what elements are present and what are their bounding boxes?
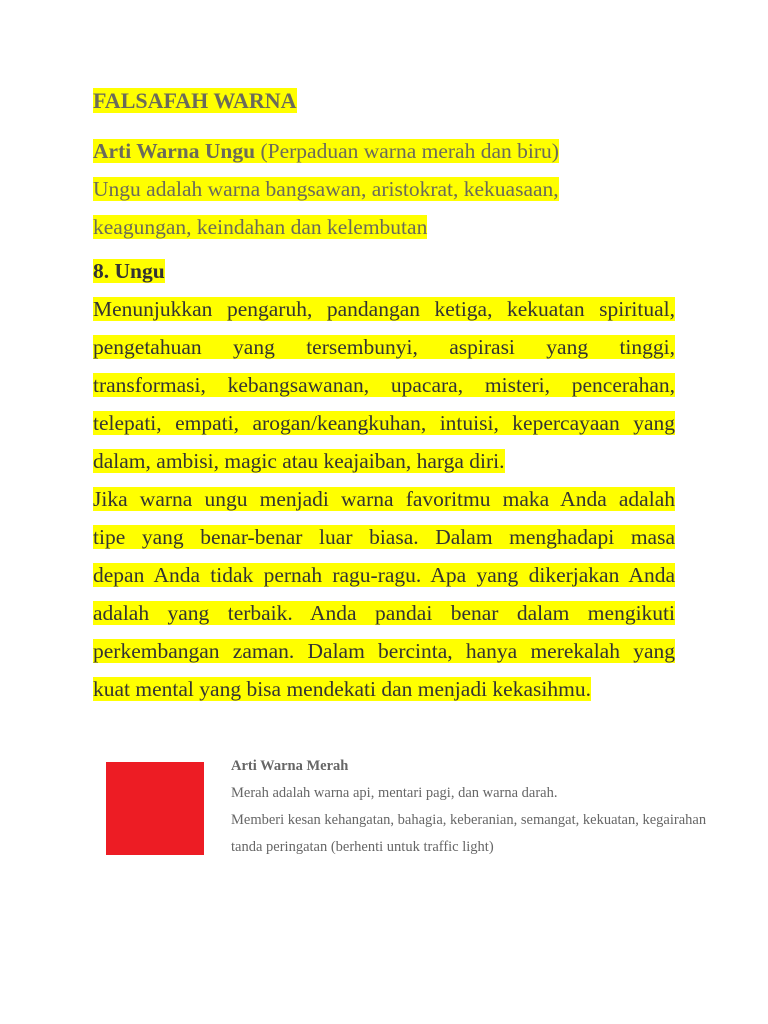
document-title-text: FALSAFAH WARNA	[93, 88, 297, 113]
merah-heading: Arti Warna Merah	[231, 758, 349, 774]
paragraph-line: telepati, empati, arogan/keangkuhan, intuisi, kepercayaan yang	[93, 411, 675, 435]
ungu-intro	[93, 132, 693, 246]
document-title	[93, 86, 297, 116]
paragraph-line: Jika warna ungu menjadi warna favoritmu maka Anda adalah	[93, 487, 675, 511]
paragraph-line: transformasi, kebangsawanan, upacara, misteri, pencerahan,	[93, 373, 675, 397]
ungu-intro-line: keagungan, keindahan dan kelembutan	[93, 215, 428, 239]
ungu-intro-heading: Arti Warna Ungu	[93, 139, 256, 163]
merah-line: tanda peringatan (berhenti untuk traffic light)	[231, 839, 494, 855]
paragraph-line: tipe yang benar-benar luar biasa. Dalam menghadapi masa	[93, 525, 675, 549]
section-8-paragraph-2	[93, 480, 675, 708]
paragraph-line: kuat mental yang bisa mendekati dan menjadi kekasihmu.	[93, 677, 591, 701]
merah-line: Memberi kesan kehangatan, bahagia, keberanian, semangat, kekuatan, kegairahan	[231, 812, 707, 828]
paragraph-line: depan Anda tidak pernah ragu-ragu. Apa yang dikerjakan Anda	[93, 563, 675, 587]
ungu-intro-heading-line	[93, 132, 693, 170]
paragraph-line: pengetahuan yang tersembunyi, aspirasi yang tinggi,	[93, 335, 675, 359]
merah-line: Merah adalah warna api, mentari pagi, dan warna darah.	[231, 785, 558, 801]
merah-section	[231, 753, 706, 861]
paragraph-line: perkembangan zaman. Dalam bercinta, hanya merekalah yang	[93, 639, 675, 663]
ungu-intro-subheading: (Perpaduan warna merah dan biru)	[260, 139, 559, 163]
section-8-paragraph-1	[93, 290, 675, 480]
section-8-heading: 8. Ungu	[93, 259, 165, 283]
paragraph-line: Menunjukkan pengaruh, pandangan ketiga, kekuatan spiritual,	[93, 297, 675, 321]
paragraph-line: dalam, ambisi, magic atau keajaiban, harga diri.	[93, 449, 505, 473]
paragraph-line: adalah yang terbaik. Anda pandai benar dalam mengikuti	[93, 601, 675, 625]
ungu-intro-line: Ungu adalah warna bangsawan, aristokrat, kekuasaan,	[93, 177, 559, 201]
red-color-swatch	[106, 762, 204, 855]
